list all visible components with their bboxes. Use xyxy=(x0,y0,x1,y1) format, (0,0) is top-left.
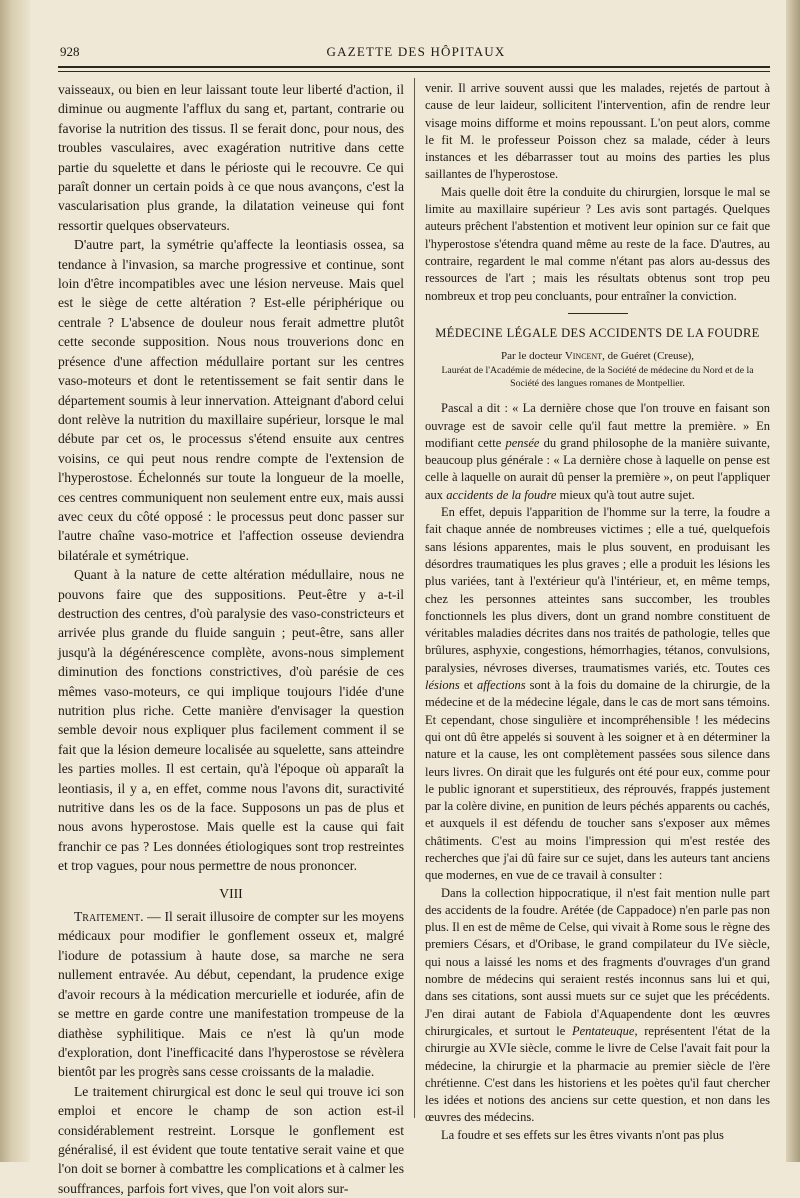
article-title: MÉDECINE LÉGALE DES ACCIDENTS DE LA FOUDRE xyxy=(435,325,760,340)
paragraph-text: , représentent l'état de la chirurgie au xyxy=(425,1023,770,1056)
century-numeral: XVI xyxy=(488,1041,511,1056)
paragraph xyxy=(58,907,404,1082)
paragraph: Quant à la nature de cette altération médullaire, nous ne pouvons faire que des suppositions. Peut-être y a-t-il destruction des centres, d'où paralysie des vaso-constricteurs et arrivée plus grande du fluide sanguin ; peut-être, sans aller jusqu'à la dégénérescence complète, avons-nous simplement diminution des fonctions constrictives, d'où parésie de ces mêmes vaso-moteurs, ce qui implique toujours l'idée d'une nutrition plus riche. Cette manière d'envisager la question semble devoir nous expliquer plus facilement comment il se fait que la lésion demeure localisée au squelette, sans atteindre les parties molles. Il est certain, qu'à l'époque où apparaît la leontiasis, il y a, en effet, comme nous l'avons dit, suractivité nutritive dans les os de la face. Supposons un pas de plus et nous avons hyperostose. Mais quelle est la cause qui fait franchir ce pas ? Les données étiologiques sont trop restreintes et trop vagues, pour nous permettre de nous prononcer. xyxy=(58,567,404,874)
paragraph: La foudre et ses effets sur les êtres vivants n'ont pas plus xyxy=(441,1127,724,1142)
byline-prefix: Par le docteur xyxy=(500,350,565,363)
left-column xyxy=(58,80,404,1198)
paragraph-text: Dans la collection hippocratique, il n'est fait mention nulle part des accidents de la foudre. Arétée (de Cappadoce) n'en parle pas non plus. Il en est de même de Celse, qui vivait à Rome sous le règne des premiers Césars, et d'Oribase, le grand compilateur du xyxy=(425,885,770,952)
author-affiliation: Lauréat de l'Académie de médecine, de la Société de médecine du Nord et de la Société des langues romanes de Montpellier. xyxy=(441,365,754,389)
paragraph-text: e siècle, comme le livre de Celse l'avait fait pour la médecine, la chirurgie et la pharmacie au premier siècle de l'ère chrétienne. C'est dans les historiens et les poètes qu'il faut chercher les idées et notions des anciens sur cette question, et non dans les œuvres des médecins. xyxy=(425,1041,770,1125)
author-name: Vincent xyxy=(564,350,603,363)
paragraph-text: — Il serait illusoire de compter sur les moyens médicaux pour modifier le gonflement osseux et, malgré l'iodure de potassium à haute dose, sa marche ne sera nullement entravée. Au début, cependant, la prudence exige d'avoir recours à la médication mercurielle et iodurée, afin de se mettre en garde contre une manifestation trompeuse de la diathèse syphilitique. Mais ce n'est là qu'un mode d'exploration, dont l'inefficacité dans l'hyperostose se révèlera bientôt par les progrès sans cesse croissants de la maladie. xyxy=(58,909,404,1080)
paragraph: D'autre part, la symétrie qu'affecte la leontiasis ossea, sa tendance à l'invasion, sa marche progressive et continue, sont loin d'être incompatibles avec une lésion nerveuse. Mais quel est le siège de cette altération ? Est-elle périphérique ou centrale ? L'absence de douleur nous ferait admettre plutôt cette seconde supposition. Nous nous trouverions donc en présence d'une affection médullaire portant sur les centres vaso-moteurs et dont le retentissement se fait sentir dans le département soumis à leur innervation. Atteignant d'abord celui dont relève la nutrition du maxillaire supérieur, lorsque le mal débute par cet os, le processus s'étend ensuite aux centres voisins, ce qui peut nous rendre compte de l'extension de l'hyperostose. Échelonnés sur toute la longueur de la moelle, ces centres communiquent non seulement entre eux, mais aussi avec ceux du côté opposé : le processus peut donc passer sur l'autre chaîne vaso-motrice et l'affection osseuse deviendra bilatérale et symétrique. xyxy=(58,237,404,563)
header-rule xyxy=(58,66,770,68)
paragraph xyxy=(425,400,770,504)
right-column xyxy=(425,80,770,1144)
paragraph-text: et xyxy=(459,678,477,693)
paragraph-text: mieux qu'à tout autre sujet. xyxy=(556,487,695,502)
paragraph-text: e siècle, qui nous a laissé les noms et des fragments d'ouvrages d'un grand nombre de médecins qui seraient restés inconnus sans lui et qui, dans ses citations, sont aussi muets sur ce sujet que les précédents. J'en dirai autant de Fabiola d'Aquapendente dont les œuvres chirurgicales, et surtout le xyxy=(425,937,770,1038)
article-byline xyxy=(425,349,770,363)
century-numeral: IV xyxy=(714,937,728,952)
paragraph-text: du grand philosophe de la manière suivante, beaucoup plus générale : « La dernière chose à laquelle on pense est celle à laquelle on aurait dû penser la première », on peut l'appliquer aux xyxy=(425,435,770,502)
paragraph: Mais quelle doit être la conduite du chirurgien, lorsque le mal se limite au maxillaire supérieur ? Les avis sont partagés. Quelques auteurs prêchent l'abstention et motivent leur opinion sur ce fait que l'hyperostose s'étendra quand même au reste de la face. D'autres, au contraire, regardent le mal comme n'étant pas alors au-dessus des ressources de l'art ; mais les résultats obtenus sont trop peu nombreux et trop peu concluants, pour entraîner la conviction. xyxy=(425,184,770,303)
italic-text: accidents de la foudre xyxy=(446,487,557,502)
treatment-heading: Traitement. xyxy=(74,909,144,925)
paragraph-text: En effet, depuis l'apparition de l'homme sur la terre, la foudre a fait chaque année de nombreuses victimes ; elle a tué, quelquefois sans lésions apparentes, mais le plus souvent, en produisant les désordres traumatiques les plus graves ; elle a produit les lésions les plus variées, tant à l'extérieur qu'à l'intérieur, et, en même temps, chez les personnes atteintes sans succomber, les troubles fonctionnels les plus divers, dont un grand nombre constituent de véritables maladies décrites dans nos traités de pathologie, telles que brûlures, asphyxie, congestions, hémorrhagies, tétanos, convulsions, paralysies, névroses diverses, traumatismes variés, etc. Toutes ces xyxy=(425,505,770,675)
paragraph: Le traitement chirurgical est donc le seul qui trouve ici son emploi et encore le champ de son action est-il considérablement restreint. Lorsque le gonflement est généralisé, il est évident que toute tentative serait vaine et que l'on doit se borner à combattre les complications et à calmer les souffrances, parfois fort vives, que l'on voit alors sur- xyxy=(58,1083,404,1196)
italic-text: lésions xyxy=(425,678,460,693)
column-divider xyxy=(414,78,415,1118)
header-rule-thin xyxy=(58,71,770,72)
paragraph xyxy=(425,504,770,885)
paragraph-text: sont à la fois du domaine de la chirurgie, de la médecine et de la médecine légale, dans le cas de mort sans témoins. Et cependant, chose singulière et incompréhensible ! les médecins qui ont dû être appelés si souvent à les soigner et à en déterminer la nature et la cause, les ont complètement passées sous silence dans leurs livres. On dirait que les fulgurés ont été pour eux, comme pour le public ignorant et superstitieux, des réprouvés, frappés justement par la colère divine, en punition de leurs péchés apparents ou cachés, et auxquels il est défendu de toucher sans s'exposer aux mêmes châtiments. C'est au moins l'impression qui m'est restée des recherches que j'ai dû faire sur ce sujet, dans les auteurs tant anciens que modernes, en vue de ce travail à consulter : xyxy=(425,678,770,883)
paragraph xyxy=(425,885,770,1127)
paragraph: vaisseaux, ou bien en leur laissant toute leur liberté d'action, il diminue ou augmente l'afflux du sang et, partant, contrarie ou favorise la nutrition des tissus. Il se ferait donc, pour nous, des troubles vasculaires, avec exagération nutritive dans cette partie du squelette et dans le périoste qui le recouvre. Ce qui paraît donner un certain poids à ce que nous avançons, c'est la vascularisation plus grande, la dilatation veineuse qui font ressortir quelques observateurs. xyxy=(58,82,404,233)
italic-text: Pentateuque xyxy=(571,1023,635,1038)
section-number: VIII xyxy=(219,885,243,901)
paragraph-text: Pascal a dit : « La dernière chose que l'on trouve en faisant son ouvrage est de savoir celle qu'il faut mettre la première. » En modifiant cette xyxy=(425,401,770,450)
page-header xyxy=(56,44,776,64)
page-binding-shadow xyxy=(0,0,30,1162)
byline-suffix: , de Guéret (Creuse), xyxy=(602,350,695,363)
paragraph: venir. Il arrive souvent aussi que les malades, rejetés de partout à cause de leur laideur, sollicitent l'intervention, afin de rendre leur visage moins difforme et moins repoussant. L'on peut alors, comme le fit M. le professeur Poisson chez sa malade, céder à leurs instances et les débarrasser tout au moins des parties les plus saillantes de l'hyperostose. xyxy=(425,81,770,182)
italic-text: pensée xyxy=(505,435,540,450)
page-number: 928 xyxy=(60,44,80,59)
journal-title: GAZETTE DES HÔPITAUX xyxy=(326,44,506,59)
italic-text: affections xyxy=(476,678,526,693)
article-separator xyxy=(568,313,628,314)
page-edge-shadow xyxy=(786,0,800,1162)
